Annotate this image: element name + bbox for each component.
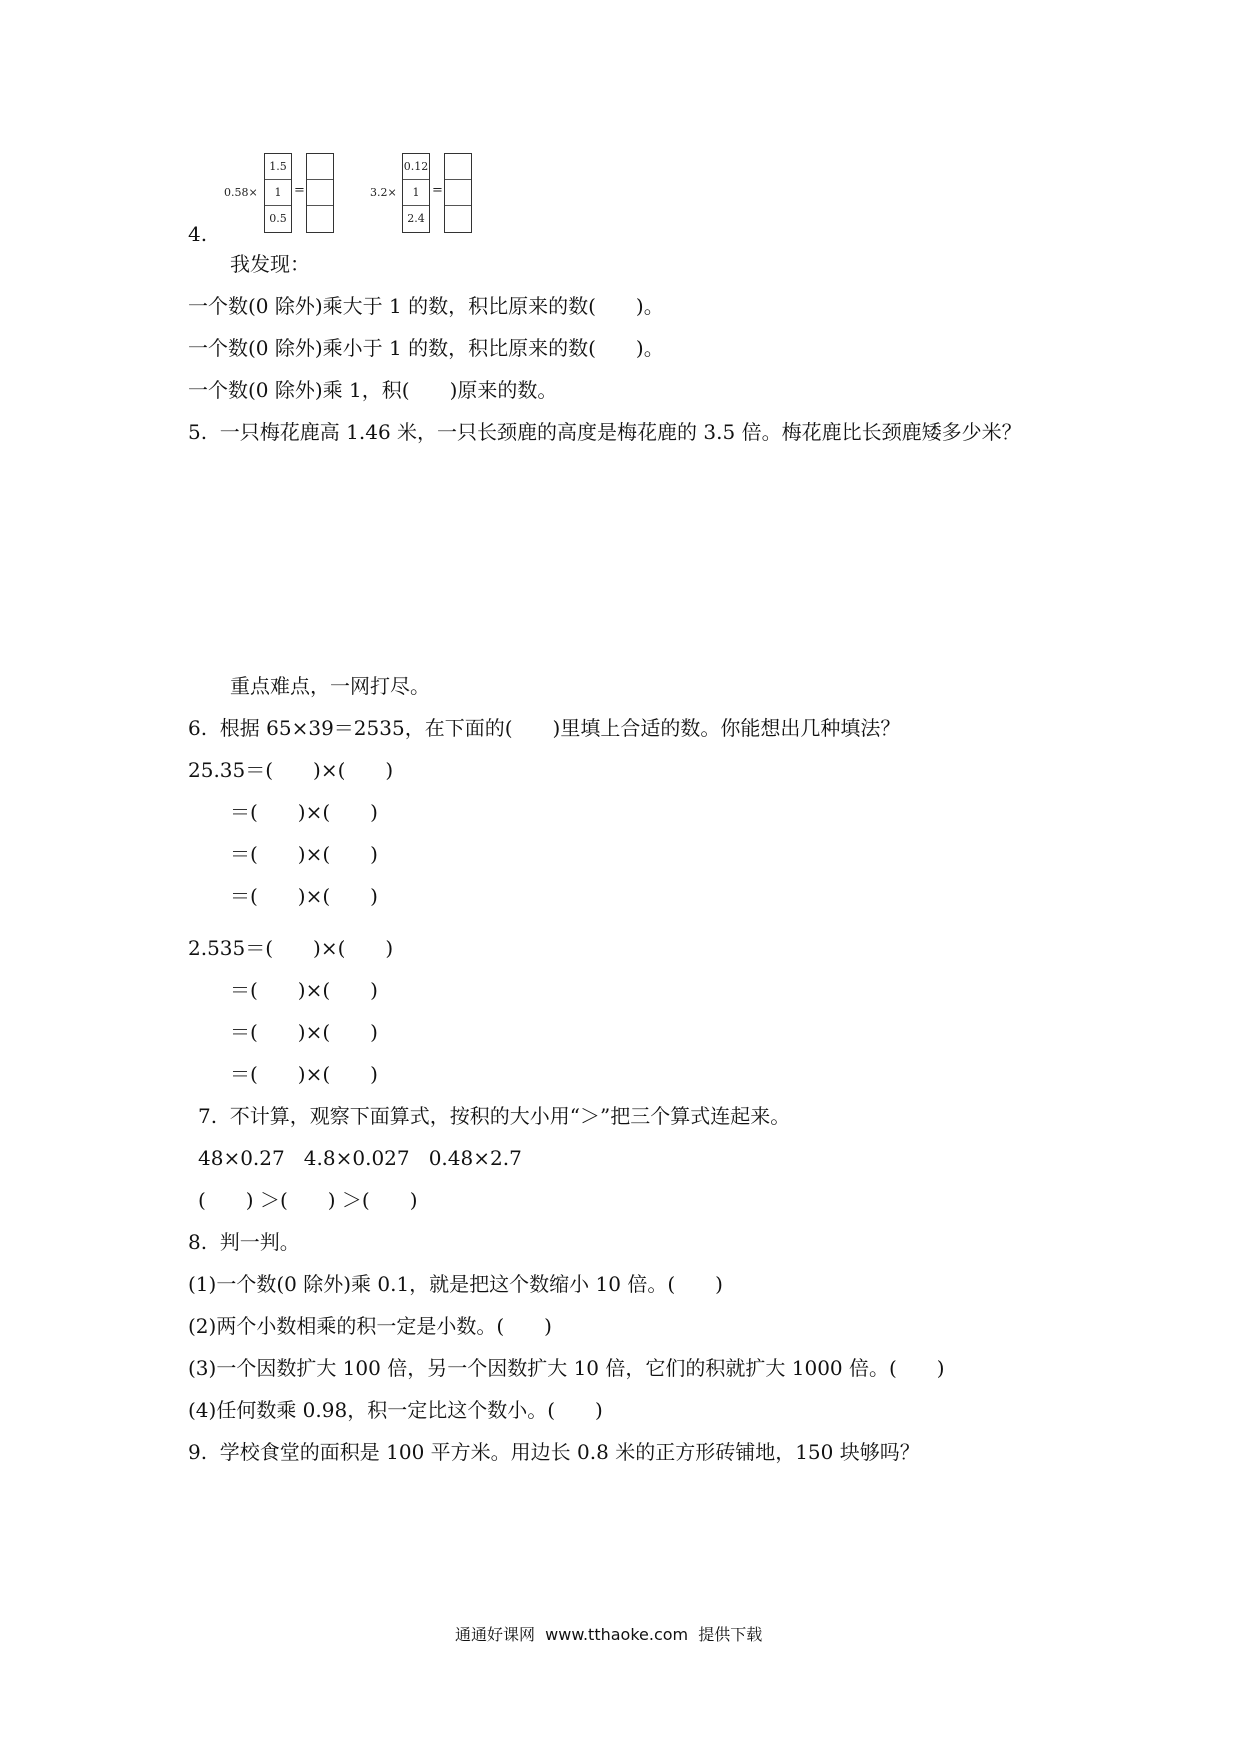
q6-set2-line-3: ＝( )×( ) <box>230 1020 378 1044</box>
q7-question: 7. 不计算，观察下面算式，按积的大小用“＞”把三个算式连起来。 <box>198 1104 791 1128</box>
q4-number: 4. <box>188 222 208 246</box>
q4-answer-cell[interactable] <box>307 180 333 206</box>
q4-multiplier-1: 0.58× <box>224 186 258 199</box>
q8-question: 8. 判一判。 <box>188 1230 300 1254</box>
q4-answer-cell[interactable] <box>445 180 471 206</box>
q4-factor-cell: 1.5 <box>265 154 291 180</box>
q4-rule-2: 一个数(0 除外)乘小于 1 的数，积比原来的数( )。 <box>188 336 664 360</box>
q4-factor-column-2 <box>402 153 430 233</box>
q6-set2-line-1: 2.535＝( )×( ) <box>188 936 394 960</box>
q4-factor-cell: 0.12 <box>403 154 429 180</box>
q4-equals-1: = <box>294 183 305 198</box>
q4-diagram-1 <box>220 153 350 235</box>
q4-multiplier-2: 3.2× <box>370 186 397 199</box>
q4-rule-3: 一个数(0 除外)乘 1，积( )原来的数。 <box>188 378 558 402</box>
q4-diagram-2 <box>366 153 496 235</box>
q8-item-1: (1)一个数(0 除外)乘 0.1，就是把这个数缩小 10 倍。( ) <box>188 1272 723 1296</box>
q8-item-2: (2)两个小数相乘的积一定是小数。( ) <box>188 1314 552 1338</box>
q6-question: 6. 根据 65×39＝2535，在下面的( )里填上合适的数。你能想出几种填法？ <box>188 716 901 740</box>
q6-set2-line-2: ＝( )×( ) <box>230 978 378 1002</box>
q4-answer-cell[interactable] <box>307 154 333 180</box>
q4-factor-cell: 0.5 <box>269 212 287 225</box>
q6-set1-line-1: 25.35＝( )×( ) <box>188 758 394 782</box>
q4-discover-label: 我发现： <box>230 252 310 276</box>
q6-set1-line-4: ＝( )×( ) <box>230 884 378 908</box>
q6-set1-line-2: ＝( )×( ) <box>230 800 378 824</box>
q4-answer-column-2[interactable] <box>444 153 472 233</box>
q7-answer: ( ) ＞( ) ＞( ) <box>198 1188 418 1212</box>
q4-factor-cell: 2.4 <box>407 212 425 225</box>
q7-expressions: 48×0.27 4.8×0.027 0.48×2.7 <box>198 1146 522 1170</box>
q4-answer-cell[interactable] <box>307 206 333 232</box>
q4-equals-2: = <box>432 183 443 198</box>
section-heading: 重点难点，一网打尽。 <box>230 674 430 698</box>
q8-item-4: (4)任何数乘 0.98，积一定比这个数小。( ) <box>188 1398 603 1422</box>
q4-answer-cell[interactable] <box>445 206 471 232</box>
page-footer: 通通好课网 www.tthaoke.com 提供下载 <box>455 1625 763 1644</box>
q4-answer-column-1[interactable] <box>306 153 334 233</box>
q6-set2-line-4: ＝( )×( ) <box>230 1062 378 1086</box>
q4-factor-cell: 1 <box>403 180 429 206</box>
q5-question: 5. 一只梅花鹿高 1.46 米，一只长颈鹿的高度是梅花鹿的 3.5 倍。梅花鹿比长颈鹿矮多少米？ <box>188 420 1022 444</box>
q4-answer-cell[interactable] <box>445 154 471 180</box>
q8-item-3: (3)一个因数扩大 100 倍，另一个因数扩大 10 倍，它们的积就扩大 1000 倍。( ) <box>188 1356 945 1380</box>
q4-rule-1: 一个数(0 除外)乘大于 1 的数，积比原来的数( )。 <box>188 294 664 318</box>
q9-question: 9. 学校食堂的面积是 100 平方米。用边长 0.8 米的正方形砖铺地，150 块够吗？ <box>188 1440 920 1464</box>
q4-factor-column-1 <box>264 153 292 233</box>
q6-set1-line-3: ＝( )×( ) <box>230 842 378 866</box>
q4-factor-cell: 1 <box>265 180 291 206</box>
